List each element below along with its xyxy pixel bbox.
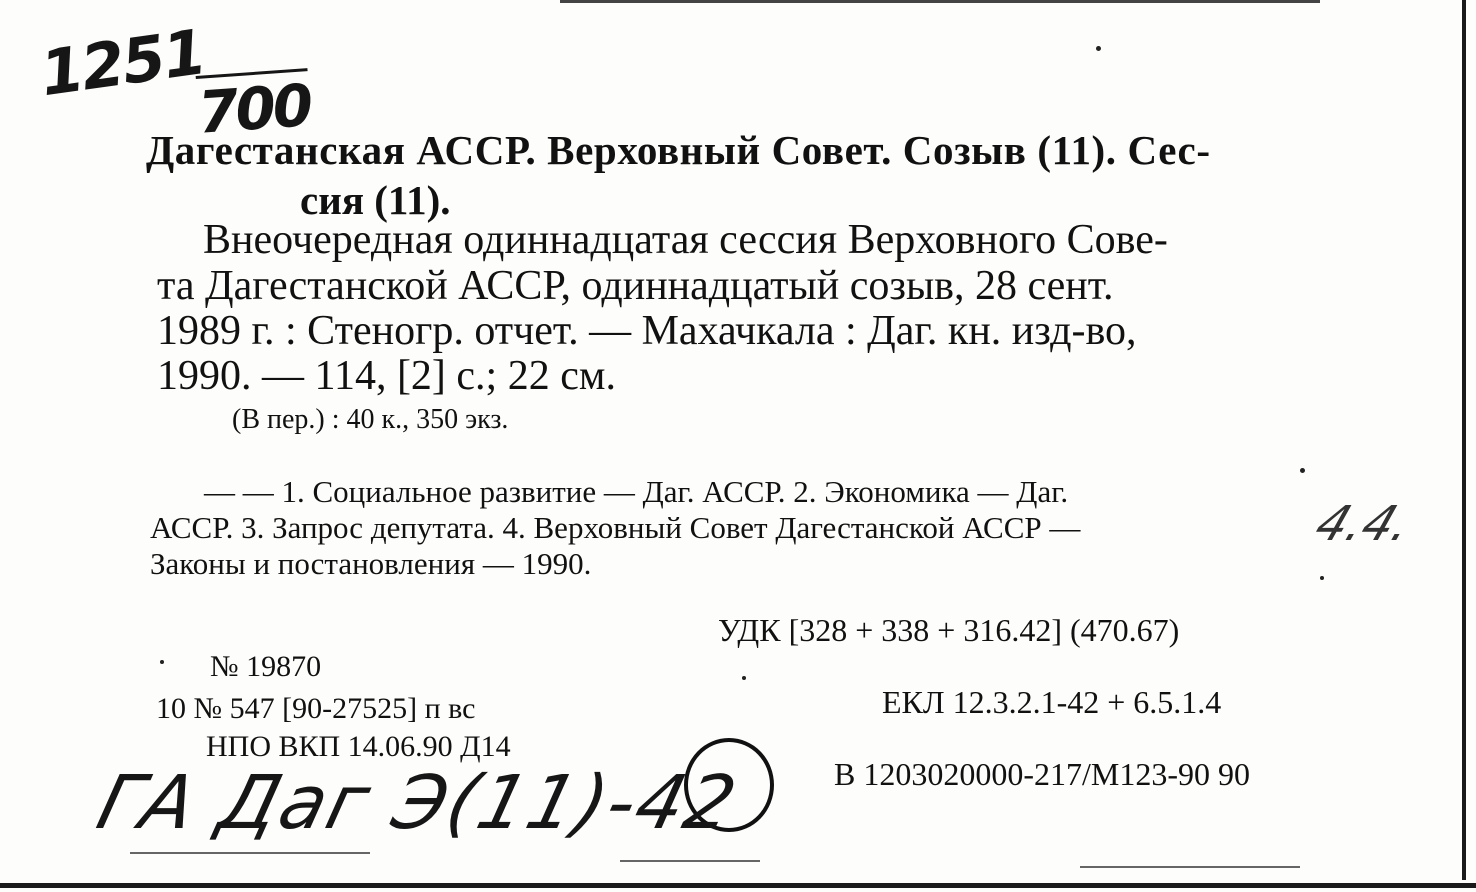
card-right-border	[1462, 0, 1466, 880]
price-line: (В пер.) : 40 к., 350 экз.	[232, 404, 509, 435]
scan-dust-speck	[1300, 468, 1305, 473]
heading-line-2: сия (11).	[300, 177, 451, 223]
subjects-line-3: Законы и постановления — 1990.	[150, 546, 592, 581]
card-bottom-border	[0, 883, 1476, 888]
scan-artifact-line	[1080, 866, 1300, 868]
scan-dust-speck	[160, 660, 164, 664]
scan-artifact-line	[130, 852, 370, 854]
handwritten-shelf-denominator: 700	[196, 68, 313, 147]
card-top-edge	[560, 0, 1320, 3]
npo-line: НПО ВКП 14.06.90 Д14	[206, 730, 511, 763]
subjects-line-2: АССР. 3. Запрос депутата. 4. Верховный Совет Дагестанской АССР —	[150, 510, 1081, 545]
scan-dust-speck	[742, 676, 746, 680]
title-line-2: та Дагестанской АССР, одиннадцатый созыв, 28 сент.	[157, 263, 1114, 309]
order-line: 10 № 547 [90-27525] п вс	[156, 692, 476, 725]
title-line-1: Внеочередная одиннадцатая сессия Верховного Сове-	[203, 217, 1168, 263]
handwritten-bottom-code: ГА Даг Э(11)-42	[89, 760, 747, 846]
title-line-3: 1989 г. : Стеногр. отчет. — Махачкала : Даг. кн. изд-во,	[157, 308, 1137, 354]
record-number: № 19870	[210, 650, 322, 683]
udk-code: УДК [328 + 338 + 316.42] (470.67)	[718, 612, 1180, 648]
heading-line-1: Дагестанская АССР. Верховный Совет. Созыв (11). Сес-	[146, 127, 1211, 173]
handwritten-shelf-number: 1251	[36, 15, 210, 111]
scan-artifact-line	[620, 860, 760, 862]
scan-dust-speck	[1320, 576, 1324, 580]
isbn-code: В 1203020000-217/М123-90 90	[834, 756, 1250, 792]
ekl-code: ЕКЛ 12.3.2.1-42 + 6.5.1.4	[882, 684, 1222, 720]
handwritten-margin-mark: 4.4.	[1307, 496, 1420, 552]
subjects-line-1: — — 1. Социальное развитие — Даг. АССР. 2. Экономика — Даг.	[204, 474, 1069, 509]
title-line-4: 1990. — 114, [2] с.; 22 см.	[157, 353, 616, 399]
scan-dust-speck	[1096, 46, 1101, 51]
